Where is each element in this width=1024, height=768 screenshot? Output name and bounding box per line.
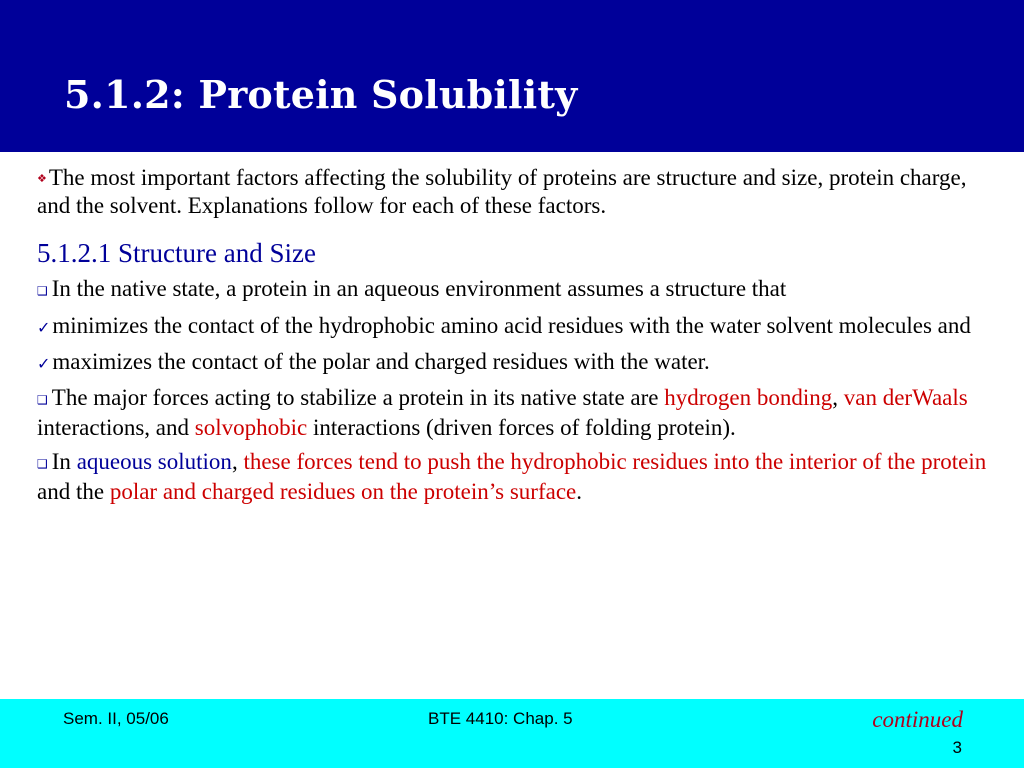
square-bullet-icon: ❑	[37, 457, 48, 471]
item2-mid: interactions, and	[37, 415, 195, 440]
slide-body	[37, 164, 987, 512]
item1-text: In the native state, a protein in an aqueous environment assumes a structure that	[51, 276, 787, 301]
continued-label: continued	[872, 707, 963, 732]
check1-text: minimizes the contact of the hydrophobic amino acid residues with the water solvent molecules and	[52, 313, 971, 338]
footer-bar	[0, 699, 1024, 768]
intro-text: The most important factors affecting the solubility of proteins are structure and size, protein charge, and the solvent. Explanations follow for each of these factors.	[37, 165, 967, 218]
footer-semester: Sem. II, 05/06	[63, 709, 169, 728]
item3-sep: ,	[231, 449, 244, 474]
slide-title: 5.1.2: Protein Solubility	[64, 72, 578, 117]
list-item	[37, 312, 987, 341]
item3-end: .	[576, 479, 582, 504]
diamond-bullet-icon: ❖	[37, 172, 47, 185]
list-item	[37, 275, 987, 305]
item3-mid: and the	[37, 479, 110, 504]
title-bar	[0, 0, 1024, 152]
item2-end: interactions (driven forces of folding protein).	[307, 415, 736, 440]
solvophobic-term: solvophobic	[194, 415, 308, 440]
item2-text: The major forces acting to stabilize a protein in its native state are	[51, 385, 665, 410]
section-heading: 5.1.2.1 Structure and Size	[37, 238, 316, 268]
list-item	[37, 384, 987, 441]
hydrophobic-interior-phrase: these forces tend to push the hydrophobic residues into the interior of the protein	[243, 449, 987, 474]
check2-text: maximizes the contact of the polar and charged residues with the water.	[52, 349, 710, 374]
square-bullet-icon: ❑	[37, 393, 48, 407]
checkmark-icon: ✓	[37, 318, 51, 337]
van-der-waals-term: van derWaals	[843, 385, 968, 410]
page-number: 3	[952, 738, 962, 757]
item3-text: In	[51, 449, 77, 474]
polar-surface-phrase: polar and charged residues on the protein’s surface	[109, 479, 577, 504]
item2-sep: ,	[832, 385, 844, 410]
footer-course: BTE 4410: Chap. 5	[428, 709, 573, 728]
intro-paragraph	[37, 164, 987, 219]
list-item	[37, 448, 987, 505]
square-bullet-icon: ❑	[37, 284, 48, 298]
list-item	[37, 348, 987, 377]
aqueous-solution-term: aqueous solution	[76, 449, 232, 474]
hydrogen-bonding-term: hydrogen bonding	[664, 385, 833, 410]
checkmark-icon: ✓	[37, 354, 51, 373]
